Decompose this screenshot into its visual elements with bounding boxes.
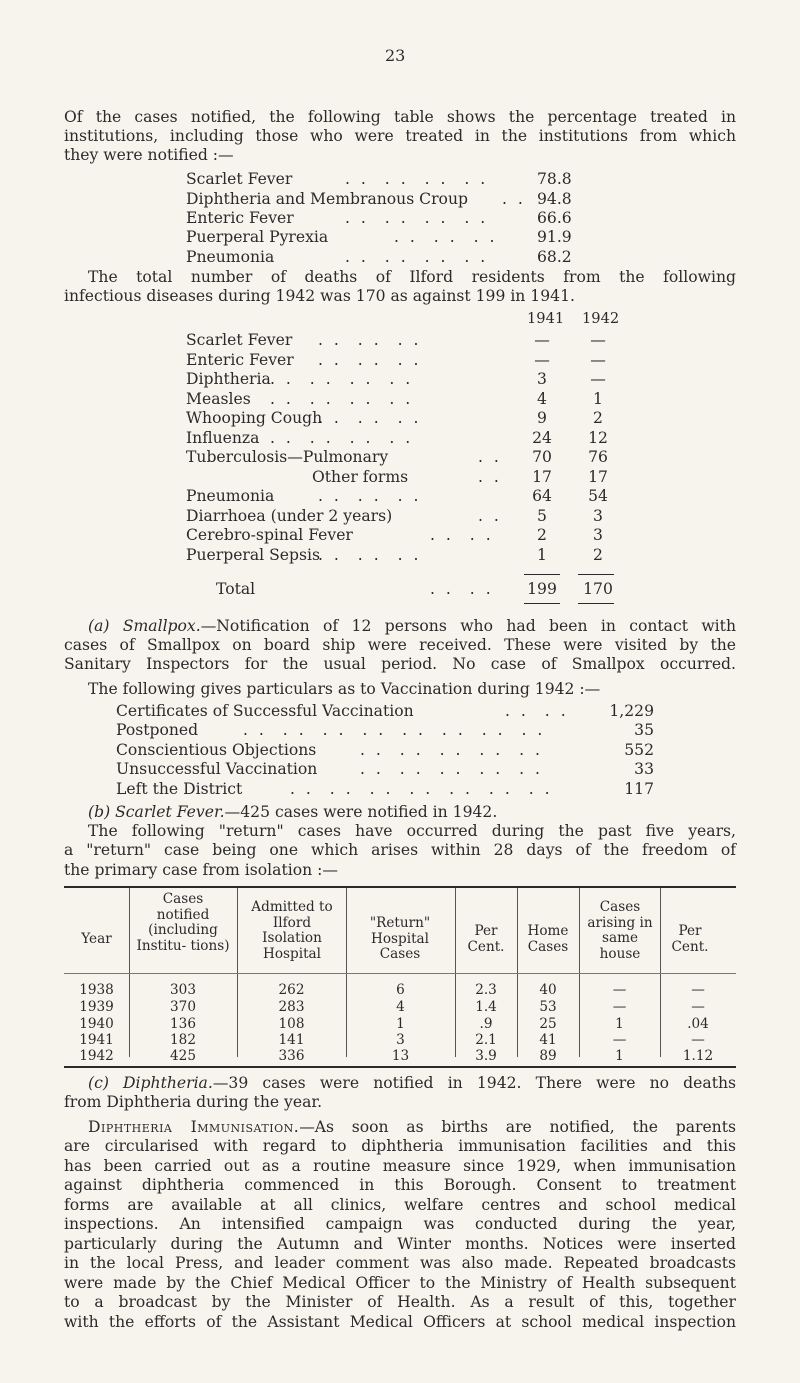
immunisation-line: to a broadcast by the Minister of Health. As a result of this, together: [64, 1293, 736, 1311]
vaccination-intro: The following gives particulars as to Vaccination during 1942 :—: [88, 680, 601, 698]
deaths-leader: . .: [478, 507, 502, 525]
intro-line-1: Of the cases notified, the following table shows the percentage treated in: [64, 108, 736, 126]
cell-year: 1942: [79, 1048, 114, 1064]
cell-same-house: —: [612, 1032, 627, 1048]
deaths-row-label: Influenza: [186, 429, 260, 447]
cell-year: 1939: [79, 999, 114, 1015]
vacc-leader: . . . . . . . . . .: [360, 741, 544, 759]
deaths-row-label: Pneumonia: [186, 487, 275, 505]
deaths-row-1942: 3: [593, 526, 603, 544]
deaths-total-1941: 199: [527, 580, 557, 598]
smallpox-line-1: [88, 617, 736, 636]
deaths-row-label: Other forms: [312, 468, 409, 486]
header-year: Year: [81, 931, 112, 947]
cell-year: 1941: [79, 1032, 114, 1048]
cell-return: 4: [396, 999, 405, 1015]
immunisation-line: in the local Press, and leader comment was also made. Repeated broadcasts: [64, 1254, 736, 1272]
vacc-value: 35: [634, 721, 654, 739]
diphtheria-label: (c) Diphtheria.: [88, 1074, 213, 1092]
immunisation-line: with the efforts of the Assistant Medical Officers at school medical inspection: [64, 1313, 736, 1331]
header-return-hospital: "Return" Hospital Cases: [369, 915, 431, 962]
cell-admitted: 336: [278, 1048, 305, 1064]
deaths-row-1942: 12: [588, 429, 608, 447]
cell-admitted: 262: [278, 982, 305, 998]
cell-percent: 1.4: [475, 999, 497, 1015]
page-number: 23: [385, 46, 406, 65]
deaths-row-1941: 17: [532, 468, 552, 486]
vacc-label: Unsuccessful Vaccination: [116, 760, 318, 778]
pct-value-pneumonia: 68.2: [537, 248, 572, 266]
deaths-leader: . .: [478, 468, 502, 486]
pct-value-diphtheria: 94.8: [537, 190, 572, 208]
deaths-row-1941: 9: [537, 409, 547, 427]
deaths-row-1941: 2: [537, 526, 547, 544]
deaths-leader: . . . . . . . .: [270, 370, 414, 388]
deaths-leader: . . . . . .: [318, 331, 422, 349]
cell-percent: 2.3: [475, 982, 497, 998]
cell-percent-2: .04: [687, 1016, 709, 1032]
deaths-row-1942: 76: [588, 448, 608, 466]
vacc-value: 117: [624, 780, 654, 798]
cell-home: 25: [539, 1016, 557, 1032]
scarlet-line-2: a "return" case being one which arises within 28 days of the freedom of: [64, 841, 736, 859]
total-rule-bottom-1942: [578, 603, 614, 604]
table-bottom-rule: [64, 1066, 736, 1068]
cell-year: 1940: [79, 1016, 114, 1032]
deaths-leader: . . . . . .: [318, 351, 422, 369]
deaths-row-1941: 4: [537, 390, 547, 408]
header-per-cent-2: Per Cent.: [671, 923, 709, 955]
deaths-leader: . . . . . .: [318, 409, 422, 427]
diphtheria-text: —39 cases were notified in 1942. There were no deaths: [212, 1074, 737, 1092]
deaths-row-label: Cerebro-spinal Fever: [186, 526, 353, 544]
immunisation-text: —As soon as births are notified, the parents: [299, 1118, 736, 1136]
deaths-row-1941: 24: [532, 429, 552, 447]
cell-same-house: —: [612, 982, 627, 998]
vacc-leader: . . . . . . . . . .: [360, 760, 544, 778]
deaths-row-label: Scarlet Fever: [186, 331, 293, 349]
deaths-row-1941: 1: [537, 546, 547, 564]
cell-notified: 136: [170, 1016, 196, 1032]
vacc-label: Postponed: [116, 721, 199, 739]
vacc-value: 33: [634, 760, 654, 778]
deaths-row-1941: —: [534, 331, 550, 349]
cell-return: 3: [396, 1032, 405, 1048]
immunisation-line: has been carried out as a routine measure since 1929, when immunisation: [64, 1157, 736, 1175]
vacc-label: Conscientious Objections: [116, 741, 317, 759]
deaths-row-1942: 54: [588, 487, 608, 505]
cell-admitted: 108: [278, 1016, 305, 1032]
cell-percent-2: —: [691, 999, 705, 1015]
cell-admitted: 141: [278, 1032, 305, 1048]
cell-home: 40: [539, 982, 557, 998]
immunisation-line-1: [88, 1118, 736, 1137]
deaths-leader: . . . . . .: [318, 546, 422, 564]
smallpox-line-2: cases of Smallpox on board ship were received. These were visited by the: [64, 636, 736, 654]
scarlet-line-1: The following "return" cases have occurred during the past five years,: [88, 822, 736, 840]
cell-same-house: —: [612, 999, 627, 1015]
header-cases-notified: Cases notified (including Institu- tions): [136, 891, 230, 954]
deaths-col-1942: 1942: [582, 310, 620, 327]
deaths-row-label: Measles: [186, 390, 251, 408]
table-top-rule: [64, 886, 736, 888]
pct-label-enteric: Enteric Fever: [186, 209, 294, 227]
immunisation-line: are circularised with regard to diphtheria immunisation facilities and this: [64, 1137, 736, 1155]
header-per-cent: Per Cent.: [467, 923, 505, 955]
deaths-leader: . . . .: [430, 526, 494, 544]
cell-home: 41: [539, 1032, 557, 1048]
deaths-total-1942: 170: [583, 580, 613, 598]
deaths-row-label: Diarrhoea (under 2 years): [186, 507, 393, 525]
total-rule-bottom-1941: [524, 603, 560, 604]
deaths-leader: . .: [478, 448, 502, 466]
cell-year: 1938: [79, 982, 114, 998]
cell-admitted: 283: [278, 999, 305, 1015]
deaths-leader: . . . .: [430, 580, 494, 598]
diphtheria-line-1: [88, 1074, 736, 1093]
vacc-value: 1,229: [609, 702, 654, 720]
header-home-cases: Home Cases: [527, 923, 569, 955]
pct-value-puerperal: 91.9: [537, 228, 572, 246]
pct-leader: . . . . . . . .: [345, 209, 489, 227]
header-bottom-rule: [64, 973, 736, 974]
cell-percent-2: —: [691, 982, 705, 998]
deaths-row-1942: 2: [593, 409, 603, 427]
diphtheria-line-2: from Diphtheria during the year.: [64, 1093, 323, 1111]
immunisation-line: particularly during the Autumn and Winter months. Notices were inserted: [64, 1235, 736, 1253]
vacc-leader: . . . . . . . . . . . . . .: [290, 780, 553, 798]
pct-leader: . . . . . .: [394, 228, 498, 246]
pct-label-puerperal: Puerperal Pyrexia: [186, 228, 329, 246]
immunisation-label: Diphtheria Immunisation.: [88, 1118, 300, 1136]
deaths-row-1942: —: [590, 351, 606, 369]
cell-same-house: 1: [615, 1048, 624, 1064]
deaths-row-1942: 2: [593, 546, 603, 564]
cell-notified: 303: [170, 982, 196, 998]
total-rule-top-1942: [578, 574, 614, 575]
deaths-row-1941: 64: [532, 487, 552, 505]
cell-return: 1: [396, 1016, 405, 1032]
cell-return: 6: [396, 982, 405, 998]
deaths-row-label: Whooping Cough: [186, 409, 323, 427]
vacc-value: 552: [624, 741, 654, 759]
cell-return: 13: [391, 1048, 410, 1064]
pct-value-enteric: 66.6: [537, 209, 572, 227]
intro-line-2: institutions, including those who were treated in the institutions from which: [64, 127, 736, 145]
cell-percent-2: —: [691, 1032, 705, 1048]
smallpox-line-3: Sanitary Inspectors for the usual period. No case of Smallpox occurred.: [64, 655, 736, 673]
header-admitted: Admitted to Ilford Isolation Hospital: [251, 899, 333, 962]
cell-percent-2: 1.12: [682, 1048, 714, 1064]
deaths-row-1941: 5: [537, 507, 547, 525]
cell-same-house: 1: [615, 1016, 624, 1032]
immunisation-line: were made by the Chief Medical Officer to the Ministry of Health subsequent: [64, 1274, 736, 1292]
deaths-leader: . . . . . .: [318, 487, 422, 505]
deaths-row-1942: 3: [593, 507, 603, 525]
deaths-row-label: Diphtheria: [186, 370, 271, 388]
cell-notified: 425: [170, 1048, 196, 1064]
pct-label-diphtheria: Diphtheria and Membranous Croup: [186, 190, 468, 208]
pct-label-pneumonia: Pneumonia: [186, 248, 275, 266]
immunisation-line: against diphtheria commenced in this Borough. Consent to treatment: [64, 1176, 736, 1194]
cell-home: 53: [539, 999, 557, 1015]
deaths-row-1942: —: [590, 370, 606, 388]
deaths-leader: . . . . . . . .: [270, 429, 414, 447]
deaths-row-label: Puerperal Sepsis: [186, 546, 321, 564]
scarlet-label: (b) Scarlet Fever.: [88, 803, 225, 821]
deaths-col-1941: 1941: [527, 310, 565, 327]
scarlet-heading: [88, 803, 497, 822]
immunisation-line: inspections. An intensified campaign was conducted during the year,: [64, 1215, 736, 1233]
header-cases-arising: Cases arising in same house: [587, 899, 653, 962]
deaths-intro-line-2: infectious diseases during 1942 was 170 as against 199 in 1941.: [64, 287, 575, 305]
smallpox-label: (a) Smallpox.: [88, 617, 201, 635]
pct-leader: . . . . . . . .: [345, 248, 489, 266]
deaths-row-label: Tuberculosis—Pulmonary: [186, 448, 389, 466]
cell-notified: 370: [170, 999, 196, 1015]
deaths-row-1941: 70: [532, 448, 552, 466]
intro-line-3: they were notified :—: [64, 146, 234, 164]
cell-percent: 2.1: [475, 1032, 497, 1048]
vacc-label: Left the District: [116, 780, 243, 798]
deaths-leader: . . . . . . . .: [270, 390, 414, 408]
vacc-leader: . . . . . . . . . . . . . . . .: [243, 721, 546, 739]
pct-leader: . .: [502, 190, 526, 208]
deaths-row-1942: 1: [593, 390, 603, 408]
immunisation-line: forms are available at all clinics, welfare centres and school medical: [64, 1196, 736, 1214]
cell-notified: 182: [170, 1032, 196, 1048]
deaths-row-1941: —: [534, 351, 550, 369]
scarlet-line-3: the primary case from isolation :—: [64, 861, 338, 879]
pct-value-scarlet: 78.8: [537, 170, 572, 188]
vacc-label: Certificates of Successful Vaccination: [116, 702, 414, 720]
cell-percent: .9: [479, 1016, 493, 1032]
deaths-row-1942: 17: [588, 468, 608, 486]
cell-home: 89: [539, 1048, 557, 1064]
pct-leader: . . . . . . . .: [345, 170, 489, 188]
deaths-row-1941: 3: [537, 370, 547, 388]
deaths-row-label: Enteric Fever: [186, 351, 294, 369]
total-rule-top-1941: [524, 574, 560, 575]
deaths-row-1942: —: [590, 331, 606, 349]
deaths-total-label: Total: [216, 580, 256, 598]
scarlet-text: —425 cases were notified in 1942.: [224, 803, 498, 821]
pct-label-scarlet: Scarlet Fever: [186, 170, 293, 188]
vacc-leader: . . . .: [505, 702, 569, 720]
smallpox-text: —Notification of 12 persons who had been in contact with: [200, 617, 736, 635]
cell-percent: 3.9: [475, 1048, 497, 1064]
deaths-intro-line-1: The total number of deaths of Ilford residents from the following: [88, 268, 736, 286]
